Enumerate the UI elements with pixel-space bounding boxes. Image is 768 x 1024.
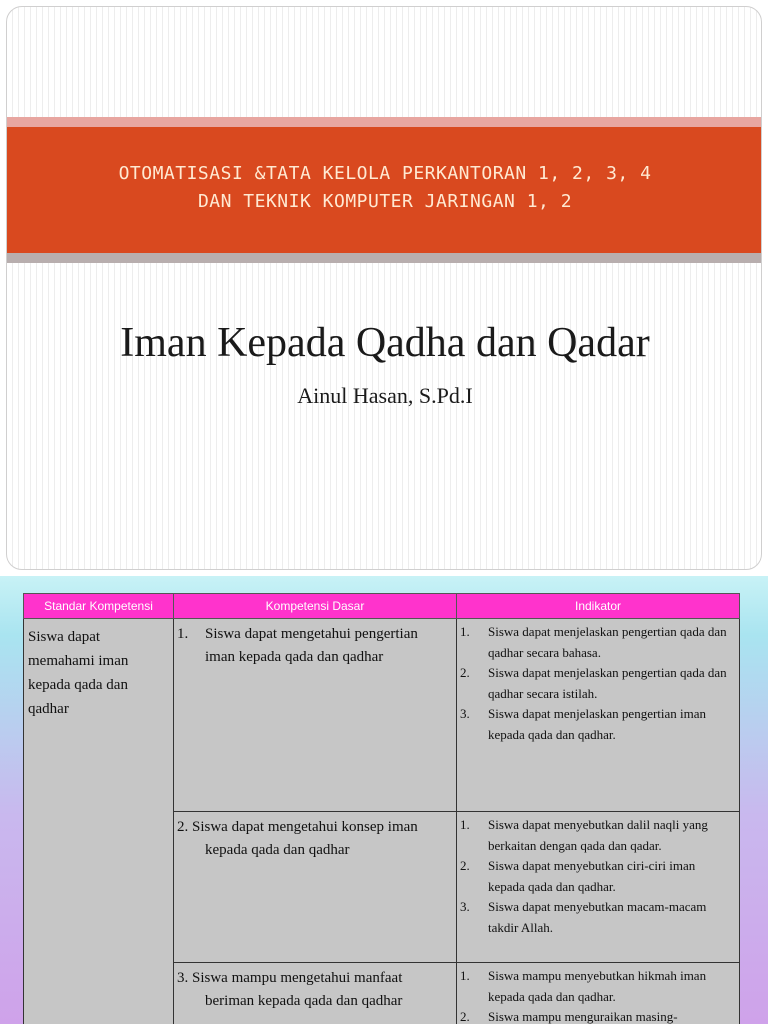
item-text: Siswa dapat menjelaskan pengertian qada dan qadhar secara bahasa.	[488, 624, 727, 660]
header-standar-kompetensi: Standar Kompetensi	[24, 594, 174, 619]
item-number: 2.	[460, 665, 470, 680]
item-number: 1.	[460, 817, 470, 832]
header-kompetensi-dasar: Kompetensi Dasar	[174, 594, 457, 619]
item-text: Siswa mampu menguraikan masing-	[488, 1009, 678, 1024]
header-indikator: Indikator	[457, 594, 740, 619]
kd-number: 2.	[177, 819, 189, 835]
kd-first-line	[177, 623, 452, 646]
list-item	[460, 622, 735, 663]
list-item	[460, 897, 735, 938]
item-number: 3.	[460, 899, 470, 914]
band-top-stripe	[7, 117, 761, 127]
kompetensi-dasar-cell	[174, 619, 457, 812]
band-bottom-stripe	[7, 253, 761, 263]
kd-number: 3.	[177, 970, 189, 986]
kompetensi-dasar-cell	[174, 963, 457, 1024]
item-text: Siswa dapat menyebutkan dalil naqli yang berkaitan dengan qada dan qadar.	[488, 817, 708, 853]
item-number: 1.	[460, 624, 470, 639]
competency-table	[23, 593, 740, 1024]
table-header-row	[24, 594, 740, 619]
kd-text: Siswa mampu mengetahui manfaat	[192, 970, 403, 986]
slide-1-frame	[6, 6, 762, 570]
indikator-cell	[457, 963, 740, 1024]
band-subtitle-line-2: DAN TEKNIK KOMPUTER JARINGAN 1, 2	[197, 191, 573, 212]
list-item	[460, 815, 735, 856]
table-row	[24, 619, 740, 812]
kompetensi-dasar-cell	[174, 812, 457, 963]
item-number: 1.	[460, 968, 470, 983]
slide-2	[0, 576, 768, 1024]
kd-text: Siswa dapat mengetahui pengertian	[205, 626, 418, 642]
indikator-cell	[457, 619, 740, 812]
kd-continuation: kepada qada dan qadhar	[205, 842, 350, 858]
item-number: 2.	[460, 858, 470, 873]
slide-author: Ainul Hasan, S.Pd.I	[297, 383, 473, 408]
indikator-list	[457, 963, 739, 1024]
kd-first-line	[177, 967, 452, 990]
kd-text: Siswa dapat mengetahui konsep iman	[192, 819, 418, 835]
item-text: Siswa dapat menjelaskan pengertian iman kepada qada dan qadhar.	[488, 706, 707, 742]
item-text: Siswa dapat menyebutkan ciri-ciri iman kepada qada dan qadhar.	[488, 858, 696, 894]
list-item	[460, 856, 735, 897]
indikator-list	[457, 619, 739, 745]
list-item	[460, 1007, 735, 1024]
item-number: 2.	[460, 1009, 470, 1024]
list-item	[460, 663, 735, 704]
kd-continuation: iman kepada qada dan qadhar	[205, 649, 384, 665]
standar-kompetensi-text: Siswa dapat memahami iman kepada qada dan qadhar	[28, 629, 129, 717]
item-text: Siswa dapat menjelaskan pengertian qada dan qadhar secara istilah.	[488, 665, 727, 701]
kd-number: 1.	[177, 626, 189, 642]
item-text: Siswa dapat menyebutkan macam-macam takdir Allah.	[488, 899, 707, 935]
list-item	[460, 704, 735, 745]
kd-first-line	[177, 816, 452, 839]
band-subtitle	[7, 160, 762, 216]
indikator-list	[457, 812, 739, 938]
item-number: 3.	[460, 706, 470, 721]
slide-title: Iman Kepada Qadha dan Qadar	[120, 320, 650, 366]
item-text: Siswa mampu menyebutkan hikmah iman kepada qada dan qadhar.	[488, 968, 707, 1004]
list-item	[460, 966, 735, 1007]
indikator-cell	[457, 812, 740, 963]
band-subtitle-line-1: OTOMATISASI &TATA KELOLA PERKANTORAN 1, 2, 3, 4	[118, 163, 652, 184]
standar-kompetensi-cell	[24, 619, 174, 1024]
kd-continuation: beriman kepada qada dan qadhar	[205, 993, 403, 1009]
